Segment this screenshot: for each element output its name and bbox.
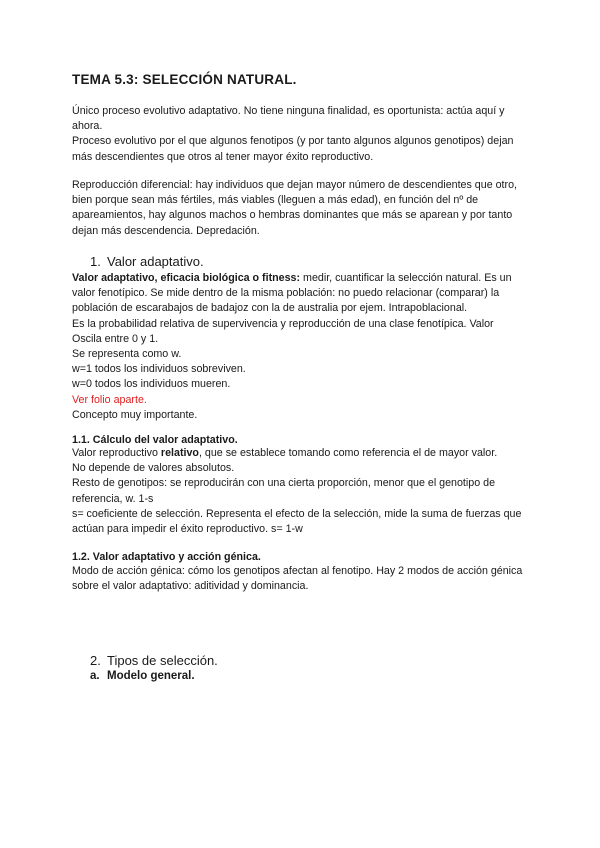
- section-1-1-heading: 1.1. Cálculo del valor adaptativo.: [72, 434, 238, 446]
- probability-text: Es la probabilidad relativa de supervivencia y reproducción de una clase fenotípica. Valor: [72, 317, 494, 330]
- section-2-number: 2.: [90, 653, 101, 668]
- section-2-a-heading: [90, 670, 195, 682]
- intro-line-1: Único proceso evolutivo adaptativo. No tiene ninguna finalidad, es oportunista: actúa aquí y ahora.: [72, 105, 505, 133]
- section-1-2-body: [72, 564, 532, 594]
- representation-text: Se representa como w.: [72, 348, 182, 361]
- folio-note: Ver folio aparte.: [72, 393, 147, 406]
- gene-action-text: Modo de acción génica: cómo los genotipos afectan al fenotipo. Hay 2 modos de acción génica sobre el valor adaptativo: aditividad y dominancia.: [72, 565, 523, 593]
- important-note: Concepto muy importante.: [72, 408, 198, 421]
- relative-value-text: Valor reproductivo relativo, que se establece tomando como referencia el de mayor valor.: [72, 447, 498, 459]
- other-genotypes-text: Resto de genotipos: se reproducirán con una cierta proporción, menor que el genotipo de referencia, w. 1-s: [72, 477, 496, 505]
- section-2-heading: [90, 653, 218, 668]
- reproduccion-text: Reproducción diferencial: hay individuos que dejan mayor número de descendientes que otro, bien porque sean más fértiles, más viables (lleguen a más edad), en función del nº de apareamientos, hay algunos machos o hembras dominantes que más se aparean y por tanto dejan más descendencia. Depredación.: [72, 179, 517, 237]
- range-text: Oscila entre 0 y 1.: [72, 332, 159, 345]
- section-1-body: [72, 271, 532, 423]
- relative-term: relativo: [160, 447, 199, 459]
- selection-coefficient-text: s= coeficiente de selección. Representa el efecto de la selección, mide la suma de fuerzas que actúan para impedir el éxito reproductivo. s= 1-w: [72, 507, 522, 536]
- page-title: TEMA 5.3: SELECCIÓN NATURAL.: [72, 72, 297, 87]
- fitness-description: medir, cuantificar la selección natural. Es un valor fenotípico. Se mide dentro de la misma población: no puedo relacionar (comparar) la población de escarabajos de badajoz con la de australia por ejem. Intrapoblacional.: [72, 272, 512, 315]
- fitness-definition: [72, 271, 532, 317]
- section-2-a-letter: a.: [90, 670, 100, 682]
- section-1-heading: [90, 254, 204, 269]
- section-1-title: Valor adaptativo.: [107, 254, 204, 269]
- intro-paragraph: [72, 104, 532, 165]
- section-2-title: Tipos de selección.: [107, 653, 218, 668]
- w1-text: w=1 todos los individuos sobreviven.: [72, 363, 246, 376]
- absolute-values-text: No depende de valores absolutos.: [72, 462, 235, 475]
- section-1-number: 1.: [90, 254, 101, 269]
- reproduccion-paragraph: [72, 178, 532, 239]
- intro-line-2: Proceso evolutivo por el que algunos fenotipos (y por tanto algunos algunos genotipos) dejan más descendientes que otros al tener mayor éxito reproductivo.: [72, 135, 514, 163]
- section-1-1-body: [72, 446, 532, 537]
- w0-text: w=0 todos los individuos mueren.: [72, 378, 231, 391]
- fitness-term: Valor adaptativo, eficacia biológica o fitness:: [72, 272, 301, 284]
- section-2-a-title: Modelo general.: [107, 670, 195, 682]
- section-1-2-heading: 1.2. Valor adaptativo y acción génica.: [72, 551, 261, 563]
